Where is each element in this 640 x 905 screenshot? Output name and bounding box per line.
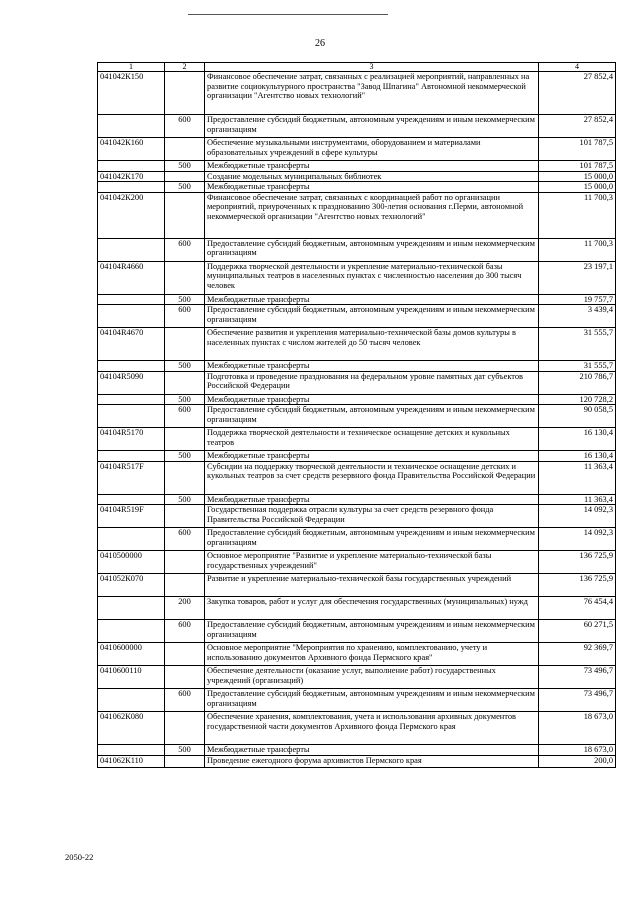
row-code xyxy=(98,597,165,620)
row-name: Проведение ежегодного форума архивистов Пермского края xyxy=(205,755,539,767)
row-amount: 18 673,0 xyxy=(539,712,616,745)
row-amount: 15 000,0 xyxy=(539,182,616,193)
header-row xyxy=(98,63,616,72)
row-amount: 136 725,9 xyxy=(539,574,616,597)
table-row xyxy=(98,305,616,328)
row-code xyxy=(98,115,165,138)
column-header-name: 3 xyxy=(205,63,539,72)
row-name: Основное мероприятие "Мероприятия по хранению, комплектованию, учету и использованию документов Архивного фонда Пермского края" xyxy=(205,643,539,666)
row-type xyxy=(165,192,205,238)
row-code: 041042К150 xyxy=(98,72,165,115)
row-code xyxy=(98,182,165,193)
table-row xyxy=(98,461,616,494)
table-row xyxy=(98,643,616,666)
row-name: Межбюджетные трансферты xyxy=(205,494,539,505)
row-code: 04104R5090 xyxy=(98,371,165,394)
row-type: 600 xyxy=(165,528,205,551)
table-row xyxy=(98,72,616,115)
table-row xyxy=(98,451,616,462)
row-type: 500 xyxy=(165,494,205,505)
row-type xyxy=(165,712,205,745)
row-type: 500 xyxy=(165,745,205,756)
table-row xyxy=(98,171,616,182)
table-row xyxy=(98,261,616,294)
row-type xyxy=(165,666,205,689)
column-header-type: 2 xyxy=(165,63,205,72)
row-amount: 27 852,4 xyxy=(539,72,616,115)
row-code: 041042К170 xyxy=(98,171,165,182)
row-amount: 31 555,7 xyxy=(539,328,616,361)
row-name: Межбюджетные трансферты xyxy=(205,394,539,405)
row-amount: 101 787,5 xyxy=(539,161,616,172)
row-code xyxy=(98,620,165,643)
row-code xyxy=(98,745,165,756)
footer-code: 2050-22 xyxy=(65,852,94,862)
table-row xyxy=(98,745,616,756)
row-type: 200 xyxy=(165,597,205,620)
row-code: 04104R517F xyxy=(98,461,165,494)
row-name: Поддержка творческой деятельности и укрепление материально-технической базы муниципальных театров в населенных пунктах с численностью населения до 300 тысяч человек xyxy=(205,261,539,294)
budget-table xyxy=(97,62,616,768)
table-row xyxy=(98,371,616,394)
table-row xyxy=(98,161,616,172)
row-amount: 18 673,0 xyxy=(539,745,616,756)
table-row xyxy=(98,115,616,138)
row-name: Обеспечение хранения, комплектования, учета и использования архивных документов государственной части документов Архивного фонда Пермского края xyxy=(205,712,539,745)
row-type xyxy=(165,261,205,294)
row-amount: 11 363,4 xyxy=(539,494,616,505)
row-name: Предоставление субсидий бюджетным, автономным учреждениям и иным некоммерческим организациям xyxy=(205,405,539,428)
top-rule xyxy=(188,14,388,15)
row-code xyxy=(98,528,165,551)
table-row xyxy=(98,361,616,372)
row-code: 041042К160 xyxy=(98,138,165,161)
row-name: Межбюджетные трансферты xyxy=(205,161,539,172)
row-name: Межбюджетные трансферты xyxy=(205,361,539,372)
row-name: Субсидии на поддержку творческой деятельности и техническое оснащение детских и кукольных театров за счет средств резервного фонда Правительства Российской Федерации xyxy=(205,461,539,494)
row-type xyxy=(165,328,205,361)
table-row xyxy=(98,294,616,305)
row-amount: 14 092,3 xyxy=(539,505,616,528)
row-type: 600 xyxy=(165,115,205,138)
table-row xyxy=(98,238,616,261)
table-row xyxy=(98,689,616,712)
row-name: Государственная поддержка отрасли культуры за счет средств резервного фонда Правительства Российской Федерации xyxy=(205,505,539,528)
row-amount: 92 369,7 xyxy=(539,643,616,666)
row-code: 041062К080 xyxy=(98,712,165,745)
table-row xyxy=(98,755,616,767)
row-name: Предоставление субсидий бюджетным, автономным учреждениям и иным некоммерческим организациям xyxy=(205,528,539,551)
row-type xyxy=(165,643,205,666)
row-type: 500 xyxy=(165,361,205,372)
row-code xyxy=(98,238,165,261)
row-type xyxy=(165,551,205,574)
row-name: Межбюджетные трансферты xyxy=(205,745,539,756)
row-code: 041052К070 xyxy=(98,574,165,597)
row-amount: 27 852,4 xyxy=(539,115,616,138)
row-name: Предоставление субсидий бюджетным, автономным учреждениям и иным некоммерческим организациям xyxy=(205,305,539,328)
row-type xyxy=(165,755,205,767)
page-number: 26 xyxy=(315,38,325,49)
row-name: Предоставление субсидий бюджетным, автономным учреждениям и иным некоммерческим организациям xyxy=(205,689,539,712)
row-amount: 136 725,9 xyxy=(539,551,616,574)
table-row xyxy=(98,138,616,161)
row-code xyxy=(98,294,165,305)
row-amount: 16 130,4 xyxy=(539,451,616,462)
row-code: 04104R4660 xyxy=(98,261,165,294)
row-amount: 210 786,7 xyxy=(539,371,616,394)
row-name: Закупка товаров, работ и услуг для обеспечения государственных (муниципальных) нужд xyxy=(205,597,539,620)
row-amount: 11 700,3 xyxy=(539,238,616,261)
row-amount: 19 757,7 xyxy=(539,294,616,305)
row-name: Финансовое обеспечение затрат, связанных с реализацией мероприятий, направленных на развитие социокультурного пространства "Завод Шпагина" Автономной некоммерческой организации "Агентство новых технологий" xyxy=(205,72,539,115)
row-name: Финансовое обеспечение затрат, связанных с координацией работ по организации мероприятий, приуроченных к празднованию 300-летия основания г.Перми, автономной некоммерческой организации "Агентство новых технологий" xyxy=(205,192,539,238)
row-type xyxy=(165,138,205,161)
table-row xyxy=(98,182,616,193)
table-row xyxy=(98,494,616,505)
row-type xyxy=(165,461,205,494)
row-amount: 11 700,3 xyxy=(539,192,616,238)
row-code xyxy=(98,161,165,172)
row-amount: 76 454,4 xyxy=(539,597,616,620)
row-type xyxy=(165,371,205,394)
table-row xyxy=(98,405,616,428)
row-amount: 31 555,7 xyxy=(539,361,616,372)
table-row xyxy=(98,574,616,597)
row-type: 600 xyxy=(165,689,205,712)
row-amount: 3 439,4 xyxy=(539,305,616,328)
row-code xyxy=(98,361,165,372)
column-header-amount: 4 xyxy=(539,63,616,72)
table-body xyxy=(98,72,616,768)
row-code: 0410500000 xyxy=(98,551,165,574)
table-row xyxy=(98,712,616,745)
table-row xyxy=(98,597,616,620)
row-code xyxy=(98,451,165,462)
row-code: 04104R5170 xyxy=(98,428,165,451)
row-code xyxy=(98,305,165,328)
row-name: Поддержка творческой деятельности и техническое оснащение детских и кукольных театров xyxy=(205,428,539,451)
row-name: Создание модельных муниципальных библиотек xyxy=(205,171,539,182)
row-code: 0410600000 xyxy=(98,643,165,666)
row-code xyxy=(98,494,165,505)
row-name: Межбюджетные трансферты xyxy=(205,182,539,193)
row-type xyxy=(165,574,205,597)
row-amount: 15 000,0 xyxy=(539,171,616,182)
row-code: 04104R4670 xyxy=(98,328,165,361)
row-amount: 73 496,7 xyxy=(539,666,616,689)
row-code: 04104R519F xyxy=(98,505,165,528)
table-row xyxy=(98,505,616,528)
row-amount: 200,0 xyxy=(539,755,616,767)
row-type xyxy=(165,505,205,528)
row-amount: 90 058,5 xyxy=(539,405,616,428)
row-type xyxy=(165,72,205,115)
row-type: 600 xyxy=(165,305,205,328)
row-code xyxy=(98,394,165,405)
row-type: 500 xyxy=(165,394,205,405)
row-amount: 14 092,3 xyxy=(539,528,616,551)
row-amount: 11 363,4 xyxy=(539,461,616,494)
table-row xyxy=(98,551,616,574)
row-name: Развитие и укрепление материально-технической базы государственных учреждений xyxy=(205,574,539,597)
row-type: 600 xyxy=(165,238,205,261)
row-amount: 101 787,5 xyxy=(539,138,616,161)
table-row xyxy=(98,428,616,451)
table-row xyxy=(98,192,616,238)
row-type xyxy=(165,428,205,451)
row-amount: 73 496,7 xyxy=(539,689,616,712)
row-type: 600 xyxy=(165,405,205,428)
row-code: 0410600110 xyxy=(98,666,165,689)
table-row xyxy=(98,328,616,361)
column-header-code: 1 xyxy=(98,63,165,72)
row-amount: 16 130,4 xyxy=(539,428,616,451)
row-name: Обеспечение деятельности (оказание услуг, выполнение работ) государственных учреждений (организаций) xyxy=(205,666,539,689)
row-amount: 120 728,2 xyxy=(539,394,616,405)
row-type: 500 xyxy=(165,451,205,462)
row-name: Межбюджетные трансферты xyxy=(205,294,539,305)
row-type: 500 xyxy=(165,161,205,172)
row-code xyxy=(98,689,165,712)
table-row xyxy=(98,620,616,643)
row-name: Подготовка и проведение празднования на федеральном уровне памятных дат субъектов Российской Федерации xyxy=(205,371,539,394)
row-type: 500 xyxy=(165,294,205,305)
row-code: 041062К110 xyxy=(98,755,165,767)
row-code xyxy=(98,405,165,428)
row-name: Межбюджетные трансферты xyxy=(205,451,539,462)
table-row xyxy=(98,528,616,551)
row-type: 600 xyxy=(165,620,205,643)
row-code: 041042К200 xyxy=(98,192,165,238)
row-name: Предоставление субсидий бюджетным, автономным учреждениям и иным некоммерческим организациям xyxy=(205,238,539,261)
row-name: Основное мероприятие "Развитие и укрепление материально-технической базы государственных учреждений" xyxy=(205,551,539,574)
row-name: Предоставление субсидий бюджетным, автономным учреждениям и иным некоммерческим организациям xyxy=(205,620,539,643)
row-name: Обеспечение музыкальными инструментами, оборудованием и материалами образовательных учреждений в сфере культуры xyxy=(205,138,539,161)
row-type xyxy=(165,171,205,182)
row-amount: 23 197,1 xyxy=(539,261,616,294)
row-name: Предоставление субсидий бюджетным, автономным учреждениям и иным некоммерческим организациям xyxy=(205,115,539,138)
row-name: Обеспечение развития и укрепления материально-технической базы домов культуры в населенных пунктах с числом жителей до 50 тысяч человек xyxy=(205,328,539,361)
row-amount: 60 271,5 xyxy=(539,620,616,643)
table-row xyxy=(98,666,616,689)
table-row xyxy=(98,394,616,405)
row-type: 500 xyxy=(165,182,205,193)
